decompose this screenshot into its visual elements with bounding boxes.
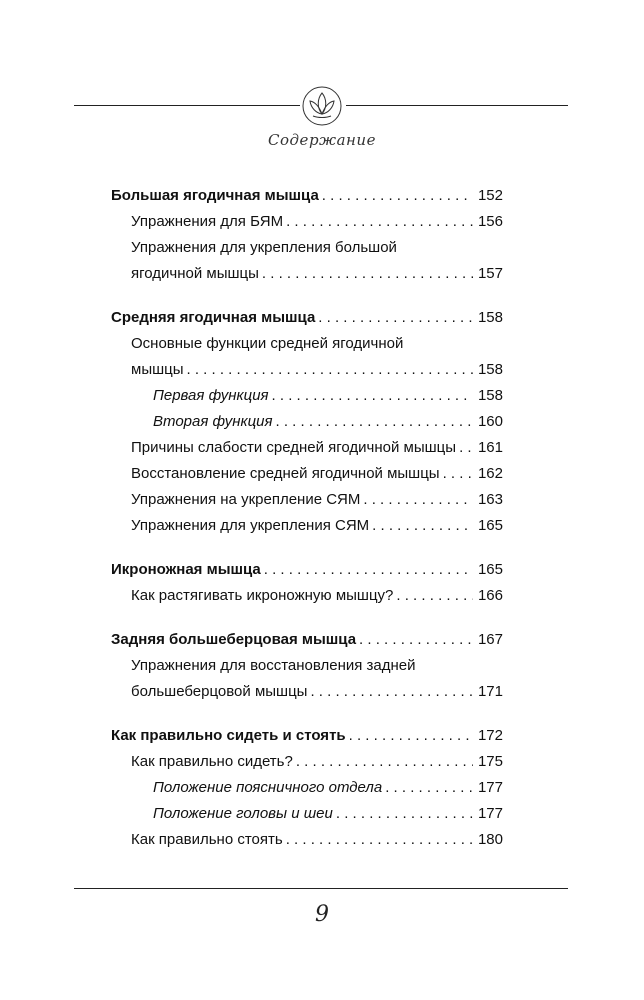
toc-group — [111, 183, 503, 287]
toc-entry-title: мышцы — [131, 361, 184, 378]
toc-entry-title: Икроножная мышца — [111, 561, 261, 578]
toc-entry-page: 163 — [477, 491, 503, 508]
header-rule-right — [346, 105, 568, 106]
toc-entry-page: 167 — [477, 631, 503, 648]
toc-group — [111, 305, 503, 539]
toc-entry[interactable] — [111, 653, 503, 705]
toc-entry-title: Причины слабости средней ягодичной мышцы — [131, 439, 457, 456]
dot-leader — [264, 557, 473, 583]
footer-rule — [74, 888, 568, 889]
toc-entry-title: Положение головы и шеи — [153, 805, 333, 822]
lotus-ornament-icon — [300, 84, 344, 128]
toc-entry[interactable] — [111, 383, 503, 409]
toc-group — [111, 557, 503, 609]
dot-leader — [396, 583, 473, 609]
toc-entry-page: 172 — [477, 727, 503, 744]
toc-entry-title: Большая ягодичная мышца — [111, 187, 319, 204]
toc-entry[interactable] — [111, 627, 503, 653]
toc-entry[interactable] — [111, 183, 503, 209]
dot-leader — [296, 749, 473, 775]
dot-leader — [310, 679, 473, 705]
toc-entry-page: 162 — [477, 465, 503, 482]
toc-entry-title: Упражнения для восстановления задней — [131, 657, 416, 674]
toc-entry-page: 158 — [477, 309, 503, 326]
toc-entry-page: 160 — [477, 413, 503, 430]
toc-entry-title: Упражнения на укрепление СЯМ — [131, 491, 361, 508]
dot-leader — [286, 209, 473, 235]
toc-entry[interactable] — [111, 557, 503, 583]
toc-entry[interactable] — [111, 331, 503, 383]
toc-entry[interactable] — [111, 583, 503, 609]
header-rule-left — [74, 105, 300, 106]
toc-entry-title: Как растягивать икроножную мышцу? — [131, 587, 394, 604]
toc-entry[interactable] — [111, 305, 503, 331]
dot-leader — [187, 357, 474, 383]
toc-entry-title: Упражнения для БЯМ — [131, 213, 284, 230]
dot-leader — [385, 775, 473, 801]
toc-entry[interactable] — [111, 235, 503, 287]
toc-entry-title: Первая функция — [153, 387, 269, 404]
table-of-contents — [111, 183, 503, 853]
page-title: Содержание — [268, 131, 376, 149]
toc-entry-title: Основные функции средней ягодичной — [131, 335, 404, 352]
toc-entry-title: Вторая функция — [153, 413, 273, 430]
toc-entry-page: 152 — [477, 187, 503, 204]
dot-leader — [322, 183, 473, 209]
toc-entry-title: Упражнения для укрепления большой — [131, 239, 397, 256]
toc-entry-title: Как правильно стоять — [131, 831, 283, 848]
toc-entry[interactable] — [111, 461, 503, 487]
toc-entry-page: 165 — [477, 517, 503, 534]
dot-leader — [286, 827, 473, 853]
dot-leader — [363, 487, 473, 513]
toc-entry-page: 171 — [477, 683, 503, 700]
dot-leader — [276, 409, 473, 435]
toc-entry-page: 158 — [477, 387, 503, 404]
toc-entry-page: 180 — [477, 831, 503, 848]
dot-leader — [349, 723, 473, 749]
toc-entry[interactable] — [111, 723, 503, 749]
toc-entry-page: 157 — [477, 265, 503, 282]
dot-leader — [318, 305, 473, 331]
toc-group — [111, 723, 503, 853]
toc-entry-page: 175 — [477, 753, 503, 770]
dot-leader — [459, 435, 473, 461]
toc-entry[interactable] — [111, 209, 503, 235]
toc-entry-title: Как правильно сидеть и стоять — [111, 727, 346, 744]
toc-entry-page: 177 — [477, 805, 503, 822]
toc-entry-title: ягодичной мышцы — [131, 265, 259, 282]
toc-group — [111, 627, 503, 705]
dot-leader — [272, 383, 473, 409]
toc-entry[interactable] — [111, 435, 503, 461]
toc-entry-page: 158 — [477, 361, 503, 378]
toc-entry-page: 161 — [477, 439, 503, 456]
toc-entry-title: Положение поясничного отдела — [153, 779, 383, 796]
dot-leader — [336, 801, 473, 827]
toc-entry[interactable] — [111, 801, 503, 827]
toc-entry-page: 165 — [477, 561, 503, 578]
toc-entry-title: Задняя большеберцовая мышца — [111, 631, 357, 648]
page-number: 9 — [315, 902, 329, 927]
toc-entry-page: 166 — [477, 587, 503, 604]
toc-entry-title: Как правильно сидеть? — [131, 753, 293, 770]
toc-entry-page: 156 — [477, 213, 503, 230]
toc-entry-page: 177 — [477, 779, 503, 796]
dot-leader — [262, 261, 473, 287]
toc-entry[interactable] — [111, 827, 503, 853]
toc-entry[interactable] — [111, 409, 503, 435]
toc-entry[interactable] — [111, 775, 503, 801]
toc-entry[interactable] — [111, 513, 503, 539]
dot-leader — [359, 627, 473, 653]
toc-entry-title: Упражнения для укрепления СЯМ — [131, 517, 370, 534]
toc-entry[interactable] — [111, 487, 503, 513]
toc-entry-title: большеберцовой мышцы — [131, 683, 308, 700]
toc-entry-title: Восстановление средней ягодичной мышцы — [131, 465, 440, 482]
toc-entry-title: Средняя ягодичная мышца — [111, 309, 316, 326]
toc-entry[interactable] — [111, 749, 503, 775]
dot-leader — [443, 461, 473, 487]
dot-leader — [372, 513, 473, 539]
